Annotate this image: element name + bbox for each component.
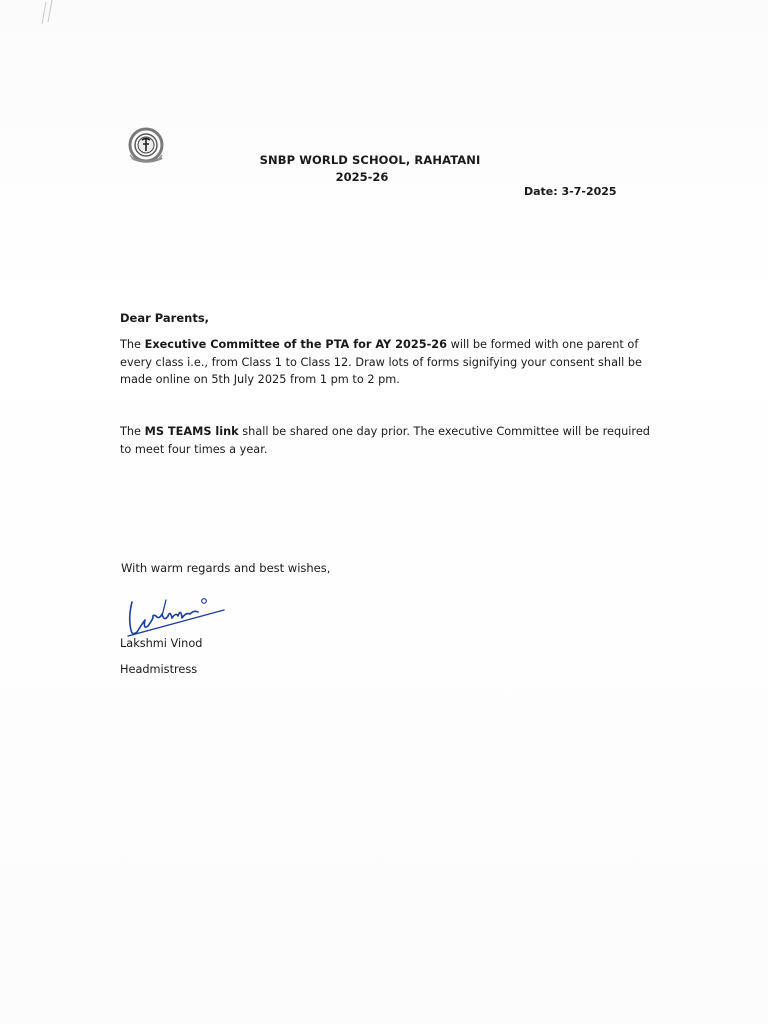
para1-lead: The bbox=[120, 338, 145, 351]
signer-title: Headmistress bbox=[120, 663, 198, 676]
signer-name: Lakshmi Vinod bbox=[120, 637, 203, 650]
closing-line: With warm regards and best wishes, bbox=[121, 561, 331, 575]
para1-body: will be formed with one parent of every class i.e., from Class 1 to Class 12. Draw lots of forms signifying your consent shall be made online on 5th July 2025 from 1 pm to 2 pm. bbox=[120, 338, 642, 386]
para2-highlight: MS TEAMS link bbox=[144, 425, 239, 438]
handwritten-signature bbox=[118, 596, 230, 646]
paragraph-committee bbox=[120, 336, 650, 389]
scan-mark bbox=[40, 0, 60, 28]
para1-highlight: Executive Committee of the PTA for AY 2025-26 bbox=[144, 338, 448, 351]
para2-body: shall be shared one day prior. The executive Committee will be required to meet four times a year. bbox=[120, 425, 650, 456]
school-emblem-icon bbox=[126, 127, 168, 167]
school-name: SNBP WORLD SCHOOL, RAHATANI bbox=[259, 153, 481, 167]
letter-date: Date: 3-7-2025 bbox=[524, 185, 617, 198]
para2-lead: The bbox=[120, 425, 145, 438]
greeting: Dear Parents, bbox=[120, 311, 210, 325]
paragraph-teams-link bbox=[120, 423, 650, 458]
academic-year: 2025-26 bbox=[335, 170, 389, 184]
